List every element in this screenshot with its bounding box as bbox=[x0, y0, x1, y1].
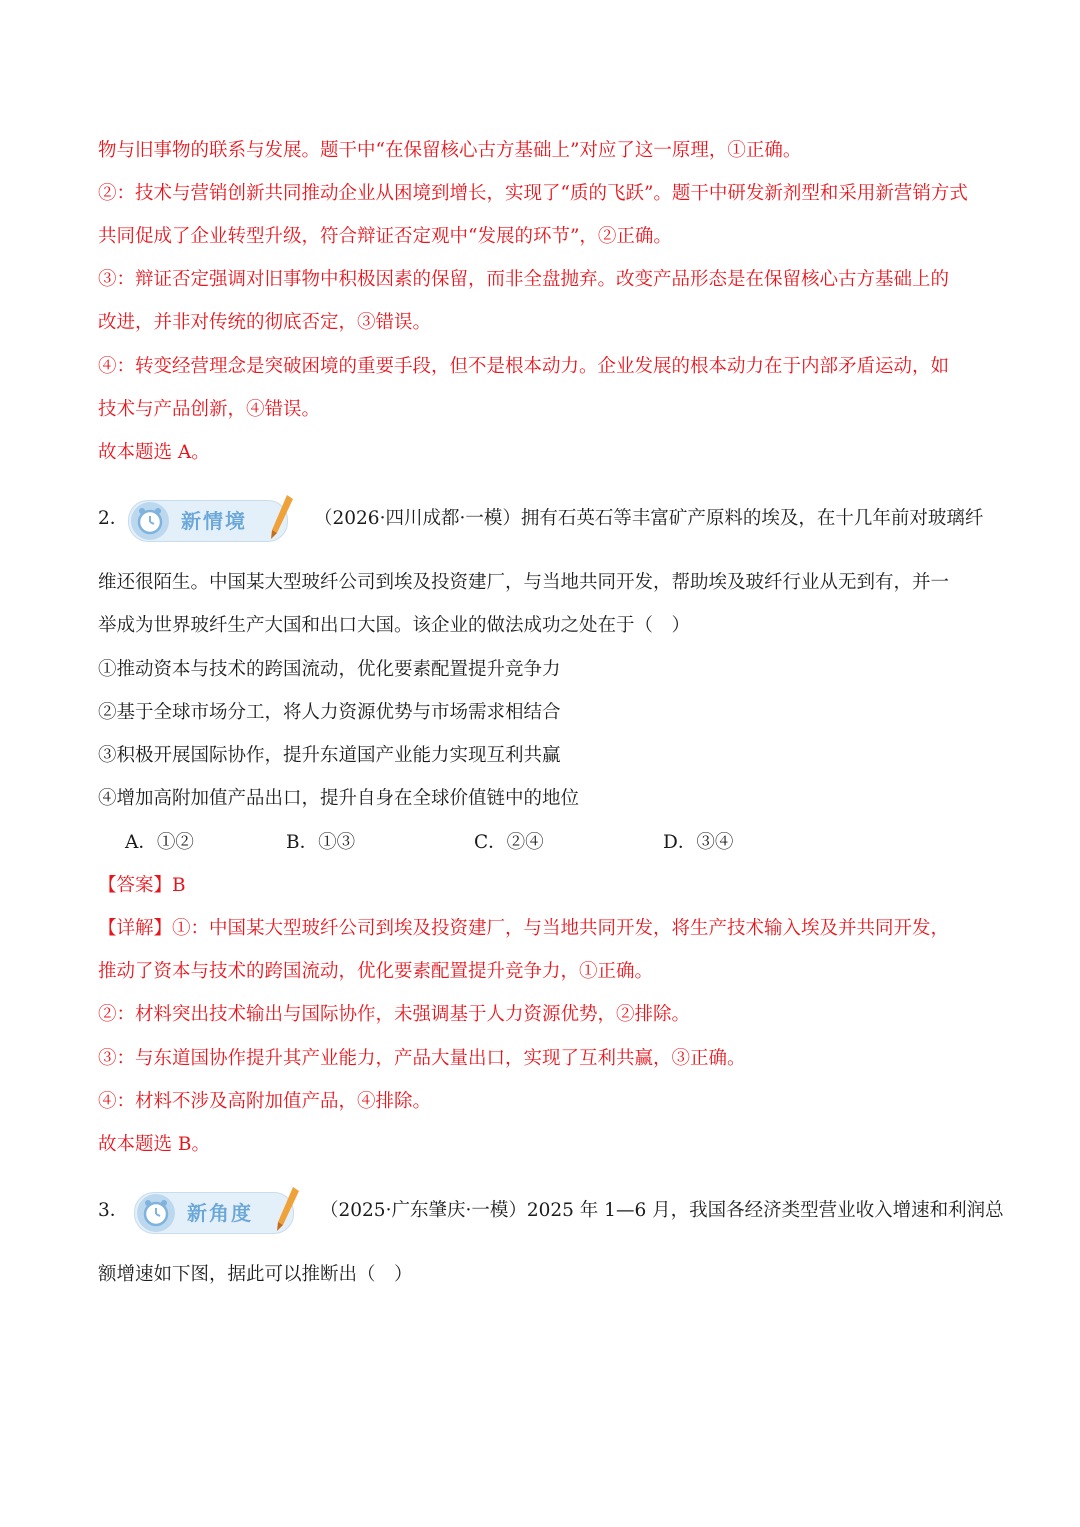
option-b[interactable]: B．①③ bbox=[286, 832, 356, 853]
detail-line: ④：材料不涉及高附加值产品，④排除。 bbox=[98, 1091, 432, 1112]
explanation-line: ③：辩证否定强调对旧事物中积极因素的保留，而非全盘抛弃。改变产品形态是在保留核心古方基础上的 bbox=[98, 269, 950, 290]
badge-label: 新角度 bbox=[187, 1201, 253, 1225]
explanation-line: 改进，并非对传统的彻底否定，③错误。 bbox=[98, 312, 432, 333]
explanation-line: ④：转变经营理念是突破困境的重要手段，但不是根本动力。企业发展的根本动力在于内部矛盾运动，如 bbox=[98, 356, 950, 377]
option-c[interactable]: C．②④ bbox=[474, 832, 544, 853]
conclusion: 故本题选 A。 bbox=[98, 442, 210, 463]
option-a[interactable]: A．①② bbox=[125, 832, 194, 853]
new-angle-badge bbox=[134, 1192, 294, 1234]
pencil-icon bbox=[269, 493, 295, 541]
new-context-badge bbox=[128, 500, 288, 542]
explanation-line: 技术与产品创新，④错误。 bbox=[98, 399, 321, 420]
alarm-clock-icon bbox=[131, 502, 169, 540]
question-stem: 额增速如下图，据此可以推断出（ ） bbox=[98, 1264, 413, 1285]
detail-line: 【详解】①：中国某大型玻纤公司到埃及投资建厂，与当地共同开发，将生产技术输入埃及并共同开发， bbox=[98, 918, 950, 939]
pencil-icon bbox=[275, 1185, 301, 1233]
statement-item: ③积极开展国际协作，提升东道国产业能力实现互利共赢 bbox=[98, 745, 561, 766]
explanation-line: 共同促成了企业转型升级，符合辩证否定观中“发展的环节”，②正确。 bbox=[98, 226, 672, 247]
badge-label: 新情境 bbox=[181, 509, 247, 533]
question-stem: 举成为世界玻纤生产大国和出口大国。该企业的做法成功之处在于（ ） bbox=[98, 615, 691, 636]
explanation-line: 物与旧事物的联系与发展。题干中“在保留核心古方基础上”对应了这一原理，①正确。 bbox=[98, 140, 802, 161]
explanation-line: ②：技术与营销创新共同推动企业从困境到增长，实现了“质的飞跃”。题干中研发新剂型和采用新营销方式 bbox=[98, 183, 968, 204]
detail-line: ②：材料突出技术输出与国际协作，未强调基于人力资源优势，②排除。 bbox=[98, 1004, 691, 1025]
conclusion: 故本题选 B。 bbox=[98, 1134, 210, 1155]
question-stem: （2025·广东肇庆·一模）2025 年 1—6 月，我国各经济类型营业收入增速和利润总 bbox=[320, 1200, 1004, 1221]
alarm-clock-icon bbox=[137, 1194, 175, 1232]
statement-item: ④增加高附加值产品出口，提升自身在全球价值链中的地位 bbox=[98, 788, 580, 809]
statement-item: ①推动资本与技术的跨国流动，优化要素配置提升竞争力 bbox=[98, 659, 561, 680]
question-number: 3． bbox=[98, 1200, 129, 1221]
question-stem: （2026·四川成都·一模）拥有石英石等丰富矿产原料的埃及，在十几年前对玻璃纤 bbox=[314, 508, 984, 529]
detail-line: ③：与东道国协作提升其产业能力，产品大量出口，实现了互利共赢，③正确。 bbox=[98, 1048, 746, 1069]
question-stem: 维还很陌生。中国某大型玻纤公司到埃及投资建厂，与当地共同开发，帮助埃及玻纤行业从无到有，并一 bbox=[98, 572, 950, 593]
option-d[interactable]: D．③④ bbox=[663, 832, 734, 853]
question-number: 2． bbox=[98, 508, 129, 529]
answer: 【答案】B bbox=[98, 875, 186, 896]
statement-item: ②基于全球市场分工，将人力资源优势与市场需求相结合 bbox=[98, 702, 561, 723]
detail-line: 推动了资本与技术的跨国流动，优化要素配置提升竞争力，①正确。 bbox=[98, 961, 654, 982]
